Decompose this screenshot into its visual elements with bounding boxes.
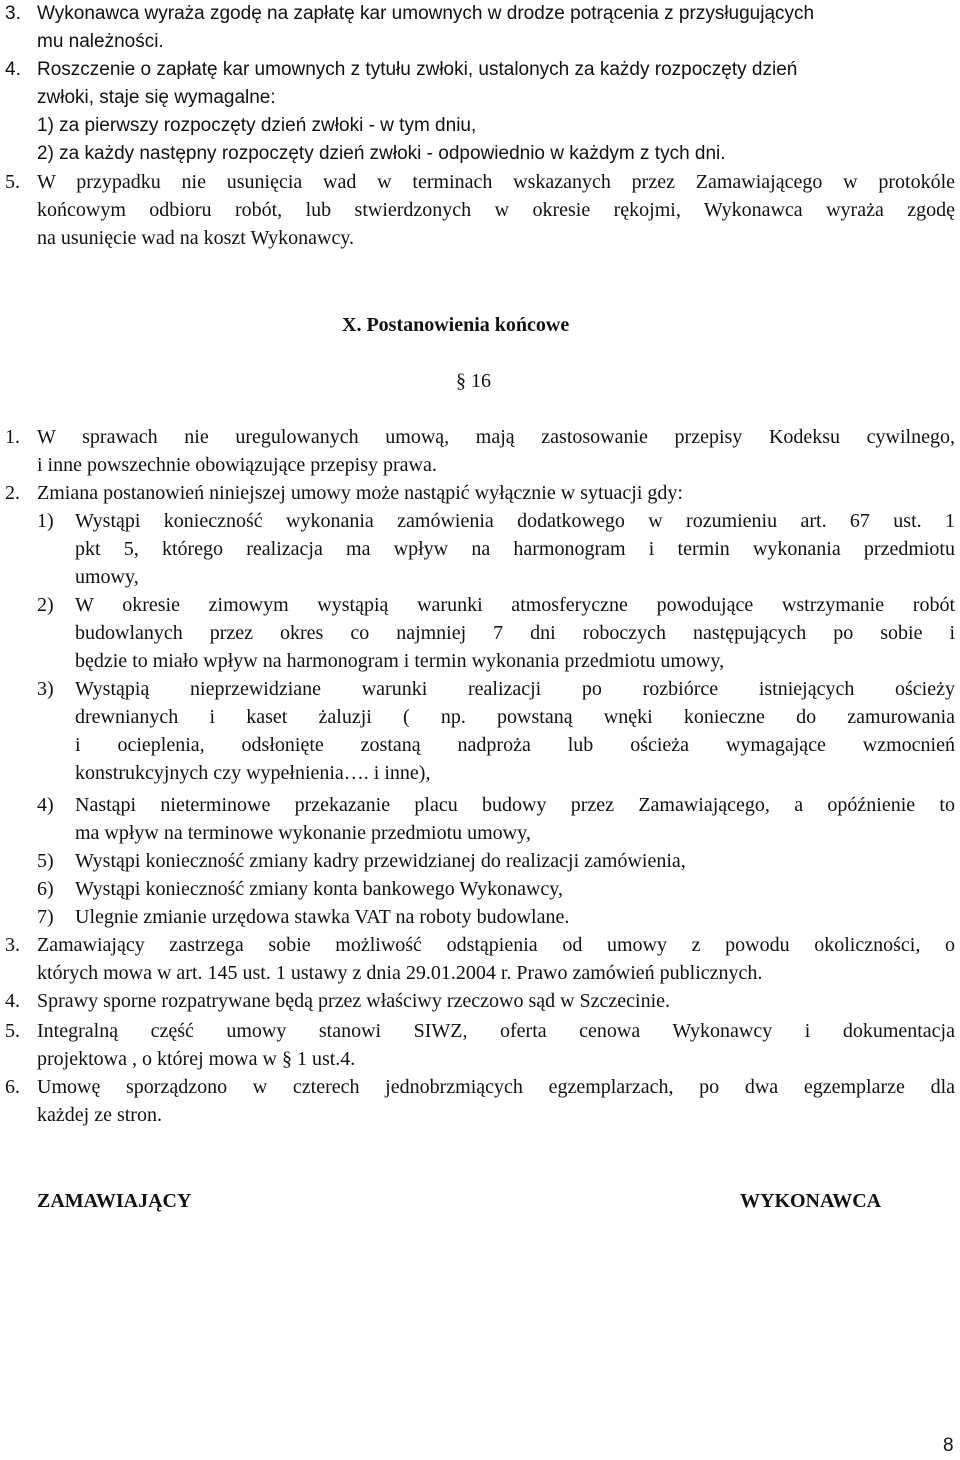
item-text: W sprawach nie uregulowanych umową, mają zastosowanie przepisy Kodeksu cywilnego, [37,426,955,448]
item-text: końcowym odbioru robót, lub stwierdzonych w okresie rękojmi, Wykonawca wyraża zgodę [37,199,955,221]
item-text: i inne powszechnie obowiązujące przepisy prawa. [37,454,437,476]
sub-item-text: i ocieplenia, odsłonięte zostaną nadproża lub ościeża wymagające wzmocnień [75,734,955,756]
item-number: 4. [5,990,20,1012]
sub-item-text: umowy, [75,566,139,588]
item-text: zwłoki, staje się wymagalne: [37,87,276,108]
sub-item-text: 1) za pierwszy rozpoczęty dzień zwłoki - w tym dniu, [37,115,477,136]
sub-item-text: budowlanych przez okres co najmniej 7 dni roboczych następujących po sobie i [75,622,955,644]
item-text: Integralną część umowy stanowi SIWZ, oferta cenowa Wykonawcy i dokumentacja [37,1020,955,1042]
item-text: Zamawiający zastrzega sobie możliwość odstąpienia od umowy z powodu okoliczności, o [37,934,955,956]
sub-item-text: Wystąpi konieczność zmiany kadry przewidzianej do realizacji zamówienia, [75,850,686,872]
sub-item-text: drewnianych i kaset żaluzji ( np. powstaną wnęki konieczne do zamurowania [75,706,955,728]
sub-item-text: Wystąpią nieprzewidziane warunki realizacji po rozbiórce istniejących ościeży [75,678,955,700]
signature-right: WYKONAWCA [740,1190,882,1212]
sub-item-text: pkt 5, którego realizacja ma wpływ na harmonogram i termin wykonania przedmiotu [75,538,955,560]
sub-item-text: konstrukcyjnych czy wypełnienia…. i inne), [75,762,431,784]
sub-item-number: 1) [37,510,54,532]
item-text: mu należności. [37,31,164,52]
item-text: Wykonawca wyraża zgodę na zapłatę kar umownych w drodze potrącenia z przysługujących [37,3,815,24]
item-number: 6. [5,1076,20,1098]
item-text: każdej ze stron. [37,1104,162,1126]
item-number: 2. [5,482,20,504]
item-number: 5. [5,1020,20,1042]
item-number: 3. [5,3,21,24]
paragraph-number: § 16 [456,370,491,392]
sub-item-text: ma wpływ na terminowe wykonanie przedmiotu umowy, [75,822,531,844]
item-number: 3. [5,934,20,956]
item-text: których mowa w art. 145 ust. 1 ustawy z dnia 29.01.2004 r. Prawo zamówień publicznych. [37,962,763,984]
sub-item-number: 6) [37,878,54,900]
item-text: projektowa , o której mowa w § 1 ust.4. [37,1048,356,1070]
signature-left: ZAMAWIAJĄCY [37,1190,192,1212]
item-text: W przypadku nie usunięcia wad w terminach wskazanych przez Zamawiającego w protokóle [37,171,955,193]
item-text: Umowę sporządzono w czterech jednobrzmiących egzemplarzach, po dwa egzemplarze dla [37,1076,955,1098]
item-text: Zmiana postanowień niniejszej umowy może nastąpić wyłącznie w sytuacji gdy: [37,482,683,504]
sub-item-number: 7) [37,906,54,928]
sub-item-text: Ulegnie zmianie urzędowa stawka VAT na roboty budowlane. [75,906,570,928]
sub-item-text: W okresie zimowym wystąpią warunki atmosferyczne powodujące wstrzymanie robót [75,594,955,616]
sub-item-text: 2) za każdy następny rozpoczęty dzień zwłoki - odpowiednio w każdym z tych dni. [37,143,726,164]
item-number: 5. [5,171,20,193]
item-number: 1. [5,426,20,448]
sub-item-number: 5) [37,850,54,872]
item-text: na usunięcie wad na koszt Wykonawcy. [37,227,355,249]
section-title: X. Postanowienia końcowe [342,314,570,336]
item-text: Roszczenie o zapłatę kar umownych z tytułu zwłoki, ustalonych za każdy rozpoczęty dzień [37,59,798,80]
item-text: Sprawy sporne rozpatrywane będą przez właściwy rzeczowo sąd w Szczecinie. [37,990,671,1012]
sub-item-text: Wystąpi konieczność wykonania zamówienia dodatkowego w rozumieniu art. 67 ust. 1 [75,510,955,532]
sub-item-text: Wystąpi konieczność zmiany konta bankowego Wykonawcy, [75,878,564,900]
sub-item-number: 3) [37,678,54,700]
sub-item-number: 4) [37,794,54,816]
sub-item-text: Nastąpi nieterminowe przekazanie placu budowy przez Zamawiającego, a opóźnienie to [75,794,955,816]
item-number: 4. [5,59,21,80]
sub-item-text: będzie to miało wpływ na harmonogram i termin wykonania przedmiotu umowy, [75,650,725,672]
page-number: 8 [943,1435,954,1456]
sub-item-number: 2) [37,594,54,616]
